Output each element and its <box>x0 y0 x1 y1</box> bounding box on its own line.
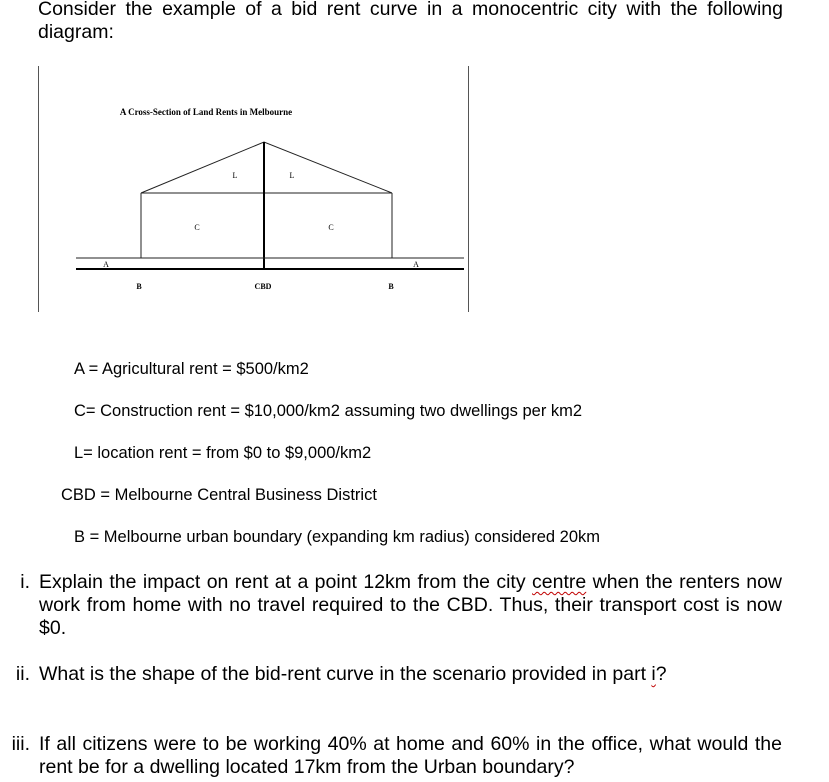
label-L-left: L <box>232 171 238 180</box>
location-rent-curve <box>141 142 392 193</box>
question-iii <box>0 733 790 779</box>
label-C-right: C <box>328 223 334 232</box>
label-B-left: B <box>136 282 142 291</box>
question-ii <box>0 663 790 686</box>
label-A-right: A <box>413 260 419 269</box>
question-i <box>0 571 790 640</box>
definition-construction: C= Construction rent = $10,000/km2 assuming two dwellings per km2 <box>74 402 583 420</box>
question-ii-text-start: What is the shape of the bid-rent curve in the scenario provided in part <box>39 663 652 685</box>
question-ii-number: ii. <box>15 663 30 685</box>
definition-agricultural: A = Agricultural rent = $500/km2 <box>74 360 309 378</box>
label-CBD: CBD <box>254 282 272 291</box>
definition-location: L= location rent = from $0 to $9,000/km2 <box>74 444 372 462</box>
question-ii-text-end: ? <box>655 663 667 685</box>
spelling-flag-centre[interactable]: centre <box>532 571 587 593</box>
definition-cbd: CBD = Melbourne Central Business District <box>61 486 377 504</box>
label-B-right: B <box>388 282 394 291</box>
question-i-text-start: Explain the impact on rent at a point 12km from the city <box>39 571 533 593</box>
question-iii-text: If all citizens were to be working 40% at home and 60% in the office, what would the rent be for a dwelling located 17km from the Urban boundary? <box>39 733 782 778</box>
figure-title: A Cross-Section of Land Rents in Melbourne <box>119 107 293 117</box>
label-A-left: A <box>103 260 109 269</box>
definition-boundary: B = Melbourne urban boundary (expanding km radius) considered 20km <box>74 528 601 546</box>
question-i-text-end: when the renters now work from home with no travel required to the CBD. Thus, their transport cost is now $0. <box>39 571 782 639</box>
question-iii-number: iii. <box>11 733 30 755</box>
label-L-right: L <box>289 171 295 180</box>
intro-paragraph: Consider the example of a bid rent curve in a monocentric city with the following diagram: <box>38 0 783 43</box>
spelling-flag-i[interactable]: i <box>651 663 656 685</box>
label-C-left: C <box>194 223 200 232</box>
question-i-number: i. <box>20 571 30 593</box>
